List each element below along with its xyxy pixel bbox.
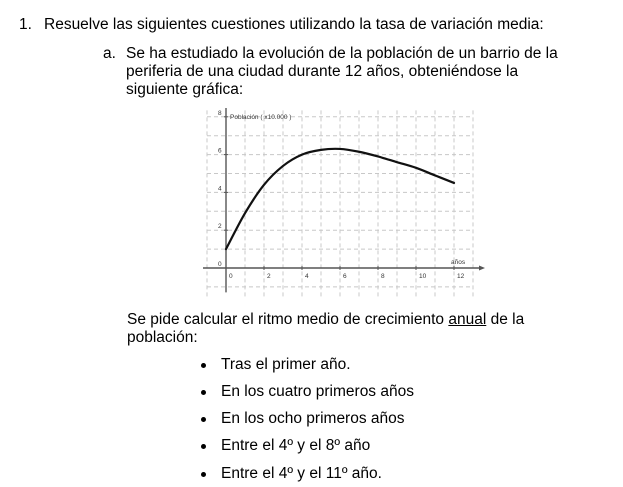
subitem-a-line-2: periferia de una ciudad durante 12 años, obteniéndose la	[126, 63, 519, 80]
item-number: 1.	[19, 16, 32, 33]
x-tick-label: 12	[457, 273, 465, 280]
subitem-a-line-3: siguiente gráfica:	[126, 81, 244, 98]
x-tick-label: 0	[229, 273, 233, 280]
bullet-icon	[201, 417, 206, 422]
x-tick-label: 8	[381, 273, 385, 280]
question-text-end: de la	[486, 311, 525, 328]
subitem-letter: a.	[103, 45, 116, 62]
x-tick-label: 4	[305, 273, 309, 280]
question-text-start: Se pide calcular el ritmo medio de crecimiento	[127, 311, 449, 328]
x-axis-arrow-icon	[479, 266, 485, 271]
bullet-item: En los ocho primeros años	[221, 410, 405, 427]
y-tick-label: 4	[218, 185, 222, 193]
population-curve	[226, 149, 454, 249]
y-tick-label: 2	[218, 223, 222, 231]
population-chart	[190, 108, 490, 303]
bullet-icon	[201, 390, 206, 395]
underlined-word: anual	[448, 311, 487, 328]
x-tick-label: 6	[343, 273, 347, 280]
x-tick-label: 2	[267, 273, 271, 280]
y-axis-label: Población ( x10.000 )	[230, 113, 292, 121]
bullet-item: Entre el 4º y el 8º año	[221, 437, 371, 454]
question-line-2: población:	[127, 329, 198, 346]
y-tick-label: 8	[218, 109, 222, 117]
bullet-icon	[201, 444, 206, 449]
x-tick-label: 10	[419, 273, 427, 280]
bullet-item: Tras el primer año.	[221, 356, 351, 373]
x-axis-label: años	[451, 259, 466, 266]
question-line-1	[127, 311, 524, 329]
y-tick-label: 0	[218, 261, 222, 268]
subitem-a-line-1: Se ha estudiado la evolución de la población de un barrio de la	[126, 45, 558, 62]
bullet-icon	[201, 472, 206, 477]
bullet-item: Entre el 4º y el 11º año.	[221, 465, 382, 482]
item-1-statement: Resuelve las siguientes cuestiones utilizando la tasa de variación media:	[44, 16, 544, 33]
y-tick-label: 6	[218, 147, 222, 155]
bullet-item: En los cuatro primeros años	[221, 383, 414, 400]
bullet-icon	[201, 363, 206, 368]
